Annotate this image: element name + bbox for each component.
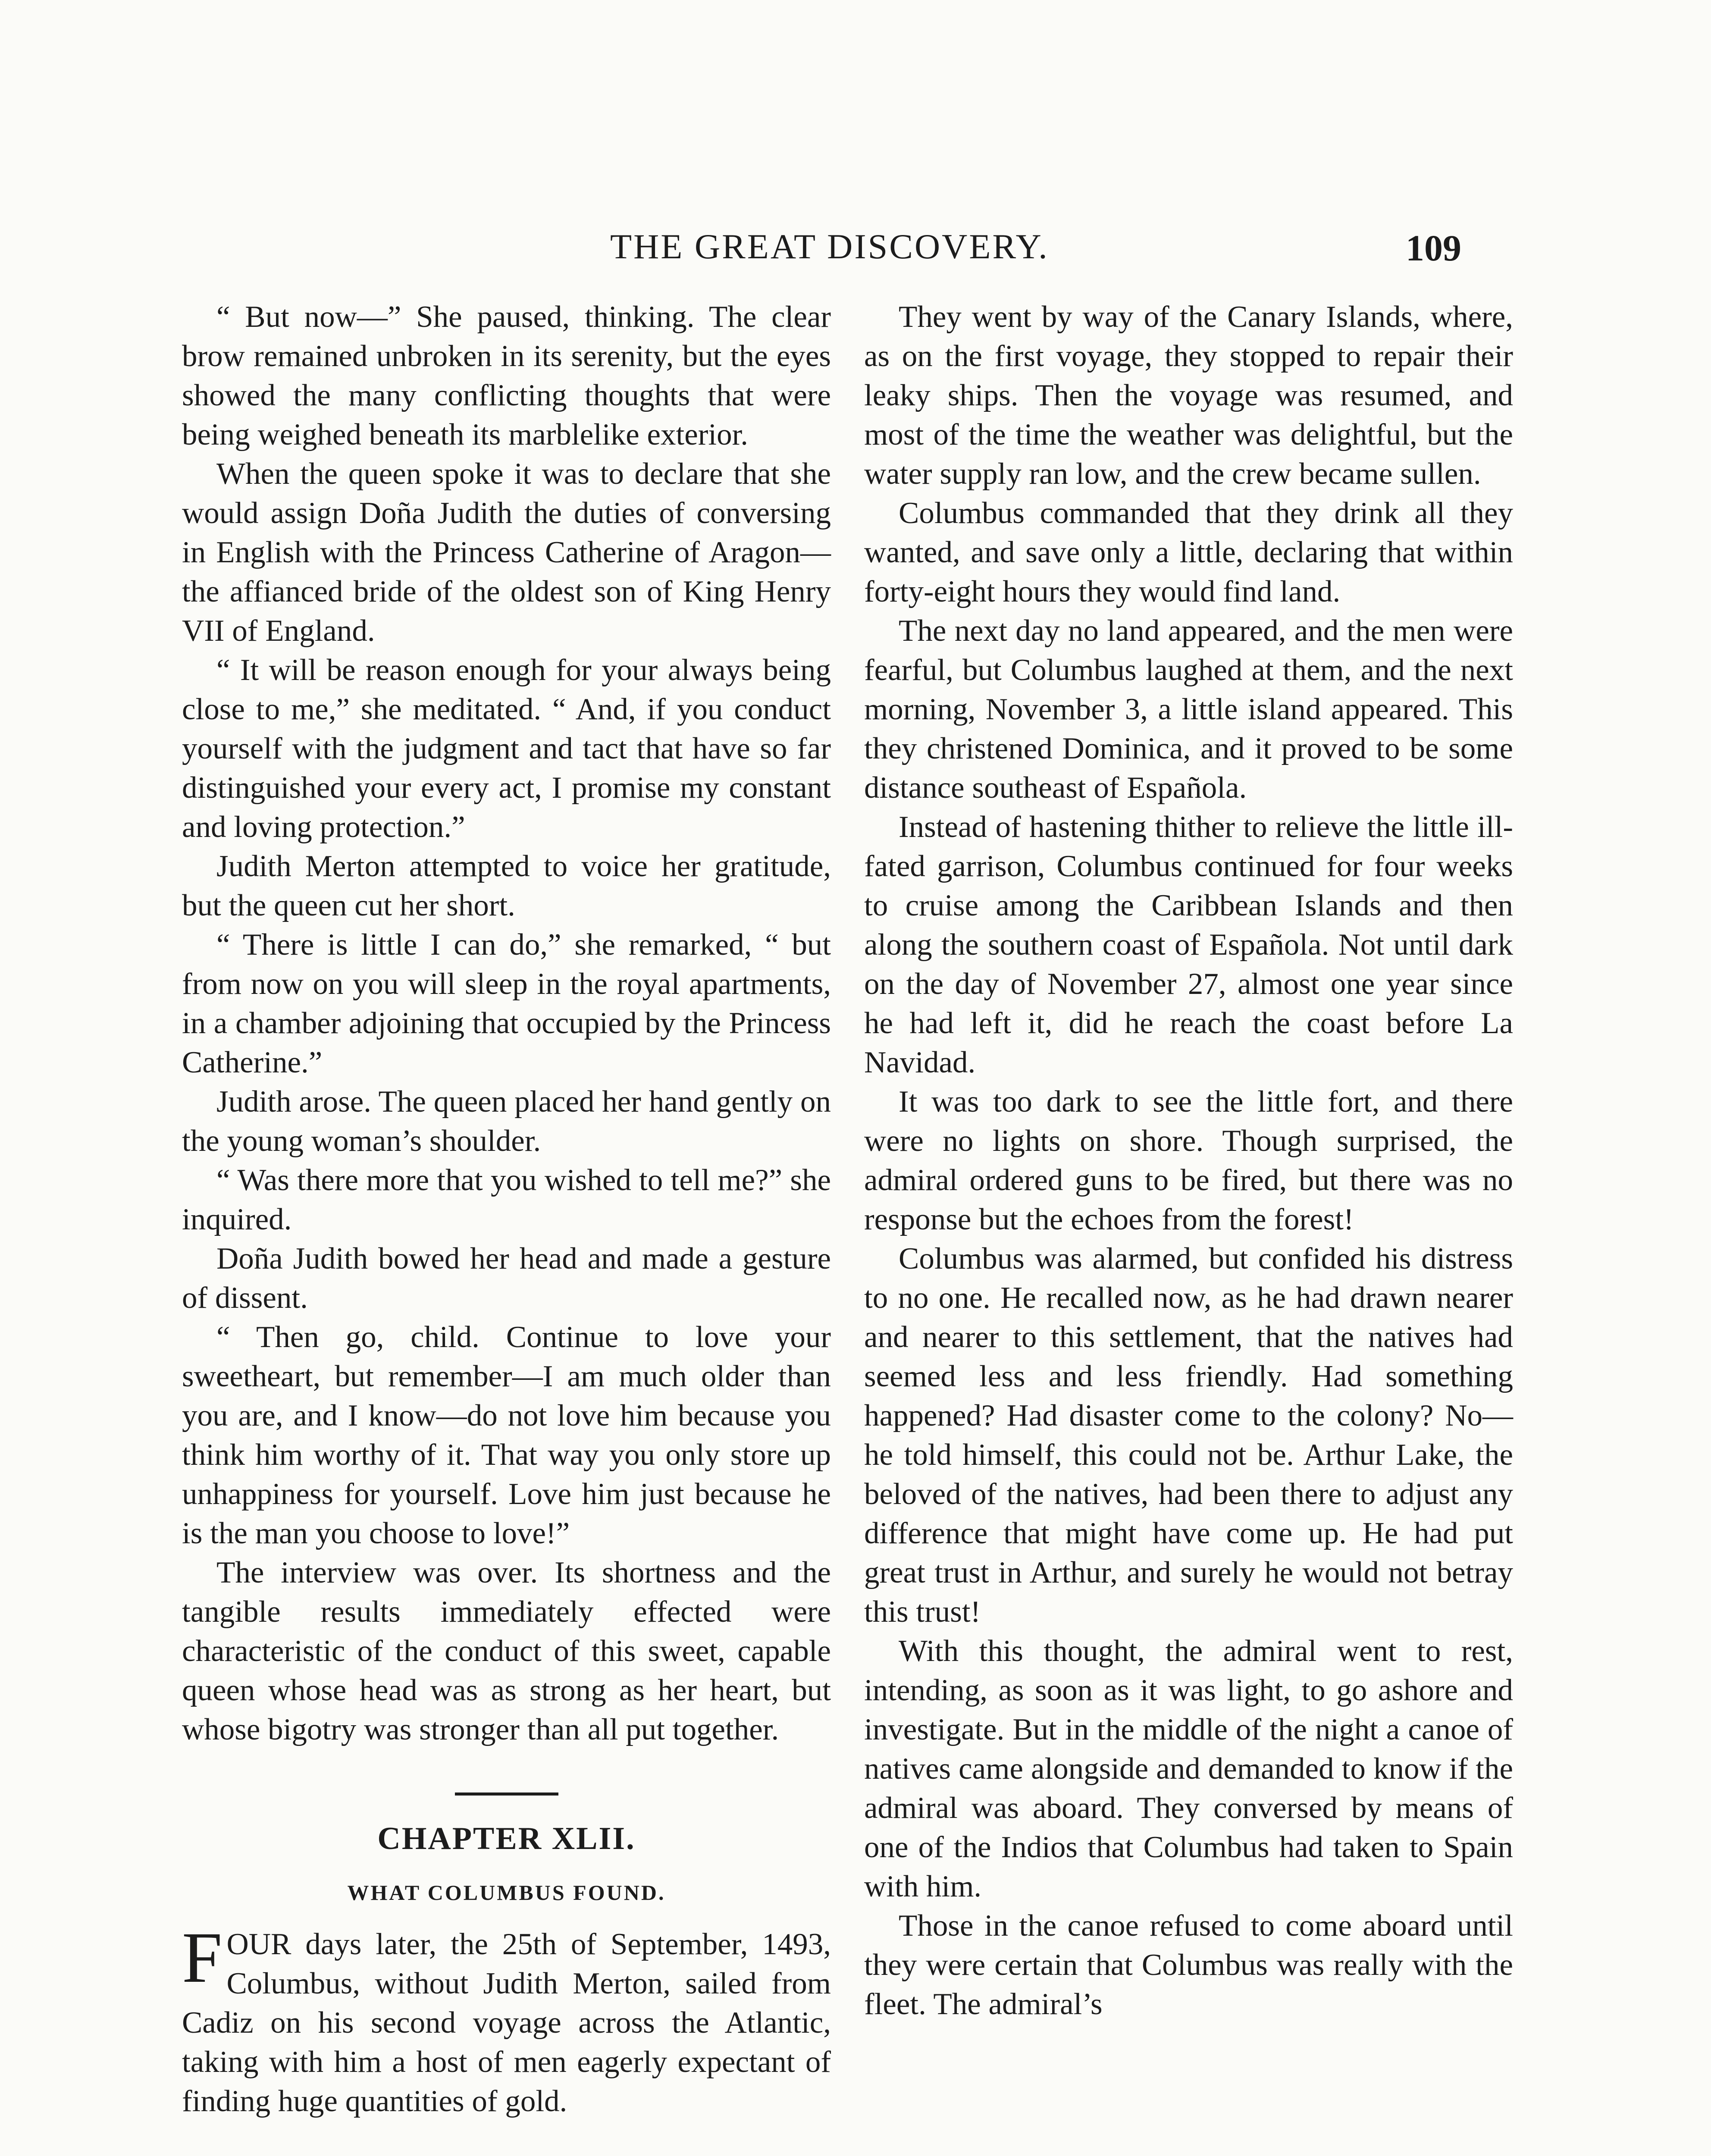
paragraph: “ There is little I can do,” she remarked, “ but from now on you will sleep in the royal apartments, in a chamber adjoining that occupied by the Princess Catherine.” (182, 928, 831, 1079)
paragraph: “ It will be reason enough for your always being close to me,” she meditated. “ And, if you conduct yourself with the judgment and tact that have so far distinguished your every act, I promise my constant and loving protection.” (182, 653, 831, 844)
paragraph: The next day no land appeared, and the men were fearful, but Columbus laughed at them, and the next morning, November 3, a little island appeared. This they christened Dominica, and it proved to be some distance southeast of Española. (864, 614, 1513, 805)
chapter-title: CHAPTER XLII. (377, 1821, 636, 1856)
section-divider (455, 1792, 558, 1796)
paragraph: It was too dark to see the little fort, and there were no lights on shore. Though surprised, the admiral ordered guns to be fired, but there was no response but the echoes from the forest! (864, 1085, 1513, 1236)
chapter-opening-text: OUR days later, the 25th of September, 1493, Columbus, without Judith Merton, sailed from Cadiz on his second voyage across the Atlantic, taking with him a host of men eagerly expectant of finding huge quantities of gold. (182, 1927, 831, 2118)
paragraph: Instead of hastening thither to relieve the little ill-fated garrison, Columbus continued for four weeks to cruise among the Caribbean Islands and then along the southern coast of Española. Not until dark on the day of November 27, almost one year since he had left it, did he reach the coast before La Navidad. (864, 810, 1513, 1079)
paragraph: When the queen spoke it was to declare that she would assign Doña Judith the duties of conversing in English with the Princess Catherine of Aragon—the affianced bride of the oldest son of King Henry VII of England. (182, 457, 831, 648)
chapter-subtitle: WHAT COLUMBUS FOUND. (347, 1880, 666, 1905)
chapter-opening-paragraph (182, 1918, 831, 2121)
paragraph: Doña Judith bowed her head and made a gesture of dissent. (182, 1242, 831, 1315)
paragraph: Judith Merton attempted to voice her gratitude, but the queen cut her short. (182, 849, 831, 922)
page-header (0, 226, 1711, 278)
page-number: 109 (1406, 227, 1461, 269)
paragraph: “ Then go, child. Continue to love your sweetheart, but remember—I am much older than you are, and I know—do not love him because you think him worthy of it. That way you only store up unhappiness for yourself. Love him just because he is the man you choose to love!” (182, 1320, 831, 1550)
paragraph: Columbus was alarmed, but confided his distress to no one. He recalled now, as he had drawn nearer and nearer to this settlement, that the natives had seemed less and less friendly. Had something happened? Had disaster come to the colony? No—he told himself, this could not be. Arthur Lake, the beloved of the natives, had been there to adjust any difference that might have come up. He had put great trust in Arthur, and surely he would not betray this trust! (864, 1242, 1513, 1629)
paragraph: Judith arose. The queen placed her hand gently on the young woman’s shoulder. (182, 1085, 831, 1158)
paragraph: Those in the canoe refused to come aboard until they were certain that Columbus was really with the fleet. The admiral’s (864, 1909, 1513, 2021)
paragraph: “ Was there more that you wished to tell me?” she inquired. (182, 1163, 831, 1236)
paragraph: With this thought, the admiral went to rest, intending, as soon as it was light, to go ashore and investigate. But in the middle of the night a canoe of natives came alongside and demanded to know if the admiral was aboard. They conversed by means of one of the Indios that Columbus had taken to Spain with him. (864, 1634, 1513, 1903)
running-head: THE GREAT DISCOVERY. (610, 227, 1049, 266)
right-column (864, 298, 1513, 2024)
paragraph: “ But now—” She paused, thinking. The clear brow remained unbroken in its serenity, but the eyes showed the many conflicting thoughts that were being weighed beneath its marblelike exterior. (182, 300, 831, 451)
left-column (182, 298, 831, 2121)
paragraph: They went by way of the Canary Islands, where, as on the first voyage, they stopped to repair their leaky ships. Then the voyage was resumed, and most of the time the weather was delightful, but the water supply ran low, and the crew became sullen. (864, 300, 1513, 491)
drop-cap: F (182, 1918, 222, 1998)
paragraph: The interview was over. Its shortness and the tangible results immediately effected were characteristic of the conduct of this sweet, capable queen whose head was as strong as her heart, but whose bigotry was stronger than all put together. (182, 1556, 831, 1746)
paragraph: Columbus commanded that they drink all they wanted, and save only a little, declaring that within forty-eight hours they would find land. (864, 496, 1513, 608)
